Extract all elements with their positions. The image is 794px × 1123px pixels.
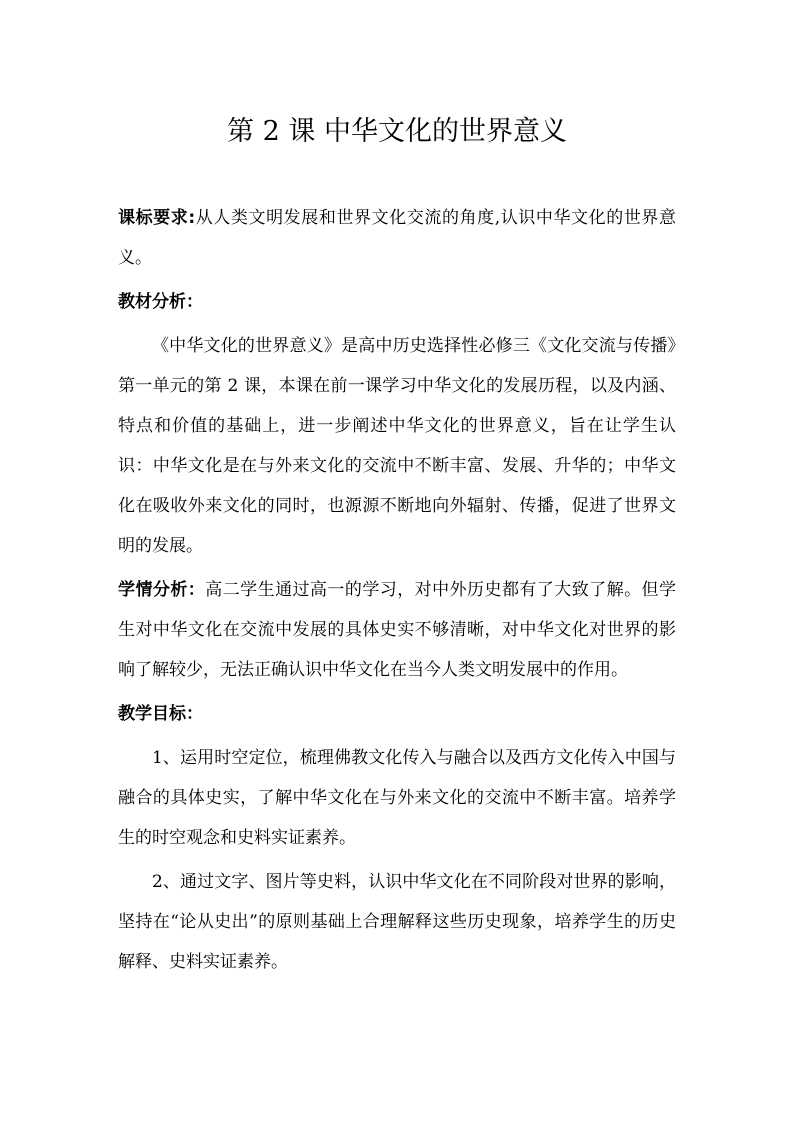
objectives-heading: 教学目标： xyxy=(118,704,203,724)
student-analysis-label: 学情分析： xyxy=(118,580,206,600)
curriculum-paragraph xyxy=(118,198,676,278)
objective-item-2: 2、通过文字、图片等史料，认识中华文化在不同阶段对世界的影响，坚持在“论从史出”的原则基础上合理解释这些历史现象，培养学生的历史解释、史料实证素养。 xyxy=(118,872,676,972)
student-analysis-paragraph xyxy=(118,570,676,690)
objective-item-1: 1、运用时空定位，梳理佛教文化传入与融合以及西方文化传入中国与融合的具体史实，了解中华文化在与外来文化的交流中不断丰富。培养学生的时空观念和史料实证素养。 xyxy=(118,748,676,848)
material-analysis-heading: 教材分析： xyxy=(118,292,203,312)
page-title: 第 2 课 中华文化的世界意义 xyxy=(227,116,567,147)
document-body xyxy=(118,198,676,986)
student-analysis-text: 高二学生通过高一的学习，对中外历史都有了大致了解。但学生对中华文化在交流中发展的具体史实不够清晰，对中华文化对世界的影响了解较少，无法正确认识中华文化在当今人类文明发展中的作用。 xyxy=(118,580,677,680)
material-analysis-paragraph: 《中华文化的世界意义》是高中历史选择性必修三《文化交流与传播》第一单元的第 2 课，本课在前一课学习中华文化的发展历程，以及内涵、特点和价值的基础上，进一步阐述中华文化的世界意义，旨在让学生认识：中华文化是在与外来文化的交流中不断丰富、发展、升华的；中华文化在吸收外来文化的同时，也源源不断地向外辐射、传播，促进了世界文明的发展。 xyxy=(118,336,676,556)
curriculum-label: 课标要求: xyxy=(118,208,196,228)
curriculum-text: 从人类文明发展和世界文化交流的角度,认识中华文化的世界意义。 xyxy=(118,208,676,268)
